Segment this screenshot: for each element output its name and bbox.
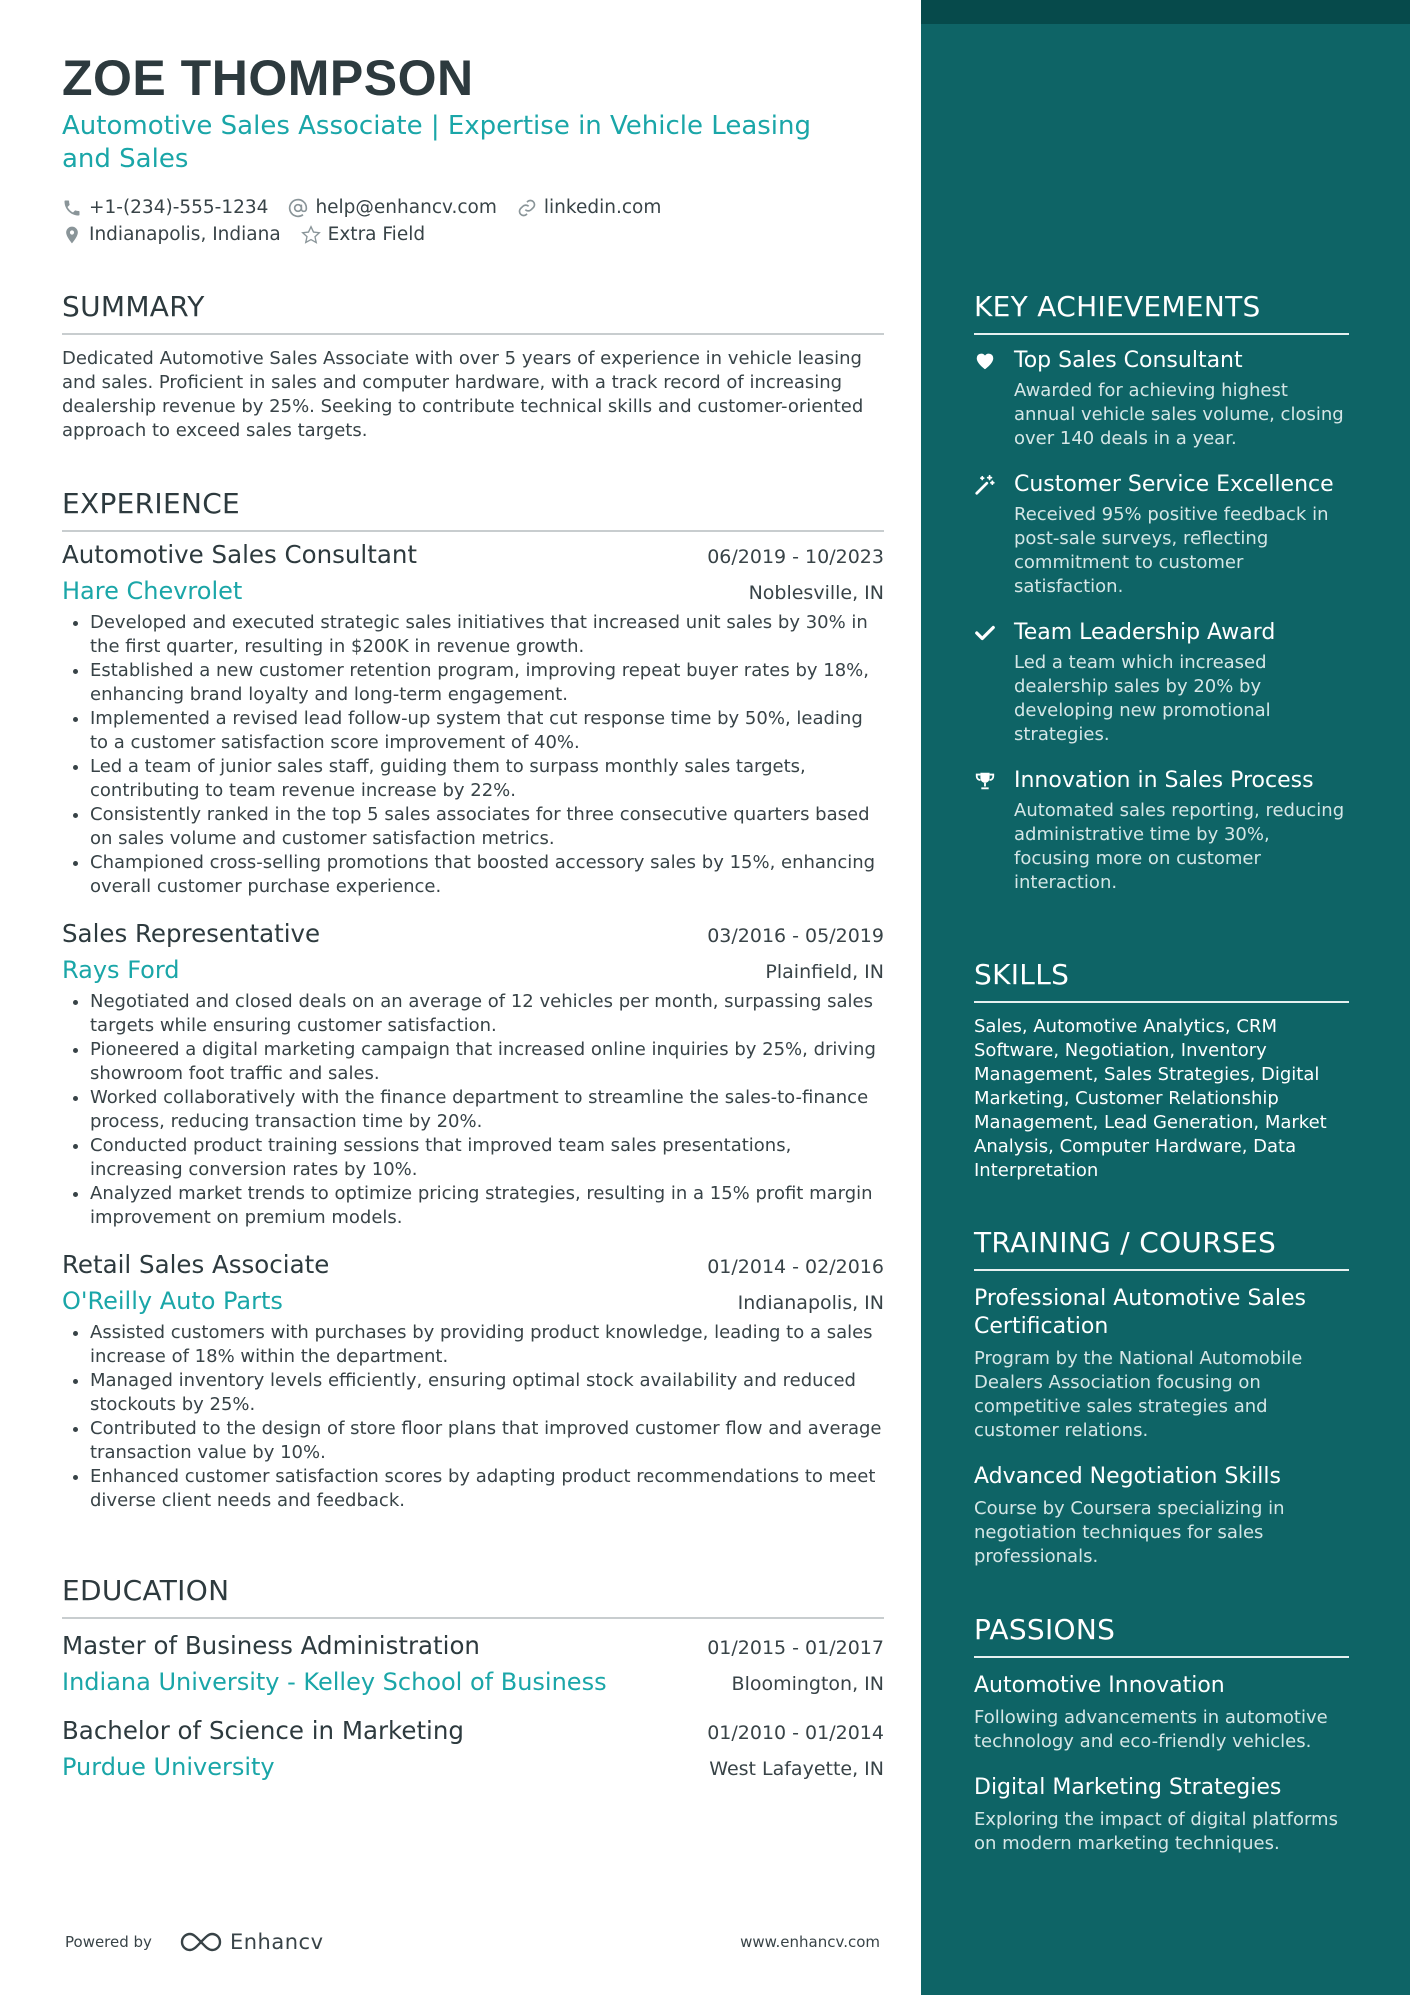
candidate-headline: Automotive Sales Associate | Expertise in Vehicle Leasing and Sales xyxy=(62,111,811,174)
training-section xyxy=(974,1226,1349,1569)
candidate-name: ZOE THOMPSON xyxy=(62,50,474,106)
job-location: Plainfield, IN xyxy=(765,961,884,983)
bullet-item: • Established a new customer retention program, improving repeat buyer rates by 18%, enhancing brand loyalty and long-term engagement. xyxy=(90,659,884,707)
training-heading: TRAINING / COURSES xyxy=(974,1226,1349,1271)
contact-location xyxy=(62,224,281,245)
bullet-item: • Negotiated and closed deals on an average of 12 vehicles per month, surpassing sales targets while ensuring customer satisfaction. xyxy=(90,990,884,1038)
contact-email[interactable] xyxy=(288,197,496,218)
job-title: Sales Representative xyxy=(62,919,321,948)
achievement-item xyxy=(974,471,1349,599)
link-icon xyxy=(517,198,537,218)
passion-title: Automotive Innovation xyxy=(974,1673,1225,1698)
powered-by-text: Powered by xyxy=(65,1933,152,1951)
passion-desc: Exploring the impact of digital platforms on modern marketing techniques. xyxy=(974,1809,1338,1854)
bullet-item: • Conducted product training sessions that improved team sales presentations, increasing conversion rates by 10%. xyxy=(90,1134,884,1182)
bullet-item: • Implemented a revised lead follow-up system that cut response time by 50%, leading to a customer satisfaction score improvement of 40%. xyxy=(90,707,884,755)
school-location: West Lafayette, IN xyxy=(709,1758,884,1780)
job-title: Retail Sales Associate xyxy=(62,1250,330,1279)
course-desc: Course by Coursera specializing in negotiation techniques for sales professionals. xyxy=(974,1498,1285,1567)
job-company: Hare Chevrolet xyxy=(62,577,243,605)
passion-title: Digital Marketing Strategies xyxy=(974,1775,1282,1800)
bullet-item: • Assisted customers with purchases by providing product knowledge, leading to a sales increase of 18% within the department. xyxy=(90,1321,884,1369)
summary-heading: SUMMARY xyxy=(62,290,884,335)
achievements-heading: KEY ACHIEVEMENTS xyxy=(974,290,1349,335)
job-company: Rays Ford xyxy=(62,956,180,984)
education-section xyxy=(62,1574,884,1781)
passions-section xyxy=(974,1613,1349,1856)
experience-section xyxy=(62,487,884,1513)
bullet-item: • Analyzed market trends to optimize pricing strategies, resulting in a 15% profit margin improvement on premium models. xyxy=(90,1182,884,1230)
job-entry xyxy=(62,540,884,899)
achievement-desc: Automated sales reporting, reducing administrative time by 30%, focusing more on customer interaction. xyxy=(1014,800,1345,893)
job-title: Automotive Sales Consultant xyxy=(62,540,417,569)
course-desc: Program by the National Automobile Dealers Association focusing on competitive sales strategies and customer relations. xyxy=(974,1348,1303,1441)
school-name: Purdue University xyxy=(62,1753,275,1781)
achievement-item xyxy=(974,767,1349,895)
job-dates: 03/2016 - 05/2019 xyxy=(707,925,884,947)
at-sign-icon xyxy=(288,198,308,218)
contact-info xyxy=(62,194,884,248)
course-title: Professional Automotive Sales Certification xyxy=(974,1286,1307,1339)
school-name: Indiana University - Kelley School of Business xyxy=(62,1668,607,1696)
skills-heading: SKILLS xyxy=(974,958,1349,1003)
bullet-item: • Consistently ranked in the top 5 sales associates for three consecutive quarters based on sales volume and customer satisfaction metrics. xyxy=(90,803,884,851)
email-text: help@enhancv.com xyxy=(315,197,497,218)
job-dates: 06/2019 - 10/2023 xyxy=(707,546,884,568)
contact-extra xyxy=(301,224,425,245)
job-bullets xyxy=(62,611,884,899)
linkedin-text: linkedin.com xyxy=(543,197,662,218)
bullet-item: • Enhanced customer satisfaction scores by adapting product recommendations to meet diverse client needs and feedback. xyxy=(90,1465,884,1513)
job-location: Indianapolis, IN xyxy=(737,1292,884,1314)
achievement-desc: Led a team which increased dealership sales by 20% by developing new promotional strategies. xyxy=(1014,652,1271,745)
achievement-item xyxy=(974,619,1349,747)
job-dates: 01/2014 - 02/2016 xyxy=(707,1256,884,1278)
achievement-title: Innovation in Sales Process xyxy=(1014,768,1314,793)
job-bullets xyxy=(62,1321,884,1513)
degree-title: Bachelor of Science in Marketing xyxy=(62,1716,464,1745)
job-location: Noblesville, IN xyxy=(748,582,884,604)
course-title: Advanced Negotiation Skills xyxy=(974,1464,1281,1489)
summary-text: Dedicated Automotive Sales Associate with over 5 years of experience in vehicle leasing and sales. Proficient in sales and computer hardware, with a track record of increasing dealership revenue by 25%. Seeking to contribute technical skills and customer-oriented approach to exceed sales targets. xyxy=(62,348,864,441)
enhancv-logo[interactable] xyxy=(178,1930,324,1954)
extra-field-text: Extra Field xyxy=(327,224,426,245)
job-entry xyxy=(62,919,884,1230)
achievement-item xyxy=(974,347,1349,451)
phone-icon xyxy=(62,198,82,218)
website-link[interactable]: www.enhancv.com xyxy=(740,1933,880,1951)
achievement-title: Customer Service Excellence xyxy=(1014,472,1334,497)
trophy-icon xyxy=(974,770,996,792)
bullet-item: • Managed inventory levels efficiently, ensuring optimal stock availability and reduced stockouts by 25%. xyxy=(90,1369,884,1417)
heart-icon xyxy=(974,350,996,372)
passion-desc: Following advancements in automotive technology and eco-friendly vehicles. xyxy=(974,1707,1328,1752)
footer xyxy=(65,1930,880,1954)
passion-item xyxy=(974,1672,1349,1754)
checkmark-icon xyxy=(974,622,996,644)
summary-section xyxy=(62,290,884,443)
education-dates: 01/2010 - 01/2014 xyxy=(707,1722,884,1744)
education-entry xyxy=(62,1631,884,1696)
school-location: Bloomington, IN xyxy=(731,1673,884,1695)
skills-section xyxy=(974,958,1349,1183)
job-entry xyxy=(62,1250,884,1513)
achievement-title: Top Sales Consultant xyxy=(1014,348,1243,373)
magic-wand-icon xyxy=(974,474,996,496)
course-item xyxy=(974,1463,1349,1569)
achievements-section xyxy=(974,290,1349,895)
star-icon xyxy=(301,225,321,245)
achievement-title: Team Leadership Award xyxy=(1014,620,1276,645)
skills-text: Sales, Automotive Analytics, CRM Software, Negotiation, Inventory Management, Sales Strategies, Digital Marketing, Customer Relationship Management, Lead Generation, Market Analysis, Computer Hardware, Data Interpretation xyxy=(974,1016,1327,1181)
contact-linkedin[interactable] xyxy=(517,197,661,218)
education-heading: EDUCATION xyxy=(62,1574,884,1619)
sidebar-top-band xyxy=(921,0,1410,24)
job-bullets xyxy=(62,990,884,1230)
location-text: Indianapolis, Indiana xyxy=(89,224,281,245)
phone-text: +1-(234)-555-1234 xyxy=(89,197,269,218)
contact-phone xyxy=(62,197,268,218)
course-item xyxy=(974,1285,1349,1443)
bullet-item: • Pioneered a digital marketing campaign that increased online inquiries by 25%, driving showroom foot traffic and sales. xyxy=(90,1038,884,1086)
achievement-desc: Received 95% positive feedback in post-sale surveys, reflecting commitment to customer satisfaction. xyxy=(1014,504,1329,597)
passion-item xyxy=(974,1774,1349,1856)
passions-heading: PASSIONS xyxy=(974,1613,1349,1658)
bullet-item: • Developed and executed strategic sales initiatives that increased unit sales by 30% in the first quarter, resulting in $200K in revenue growth. xyxy=(90,611,884,659)
brand-name: Enhancv xyxy=(229,1930,324,1954)
job-company: O'Reilly Auto Parts xyxy=(62,1287,283,1315)
bullet-item: • Worked collaboratively with the finance department to streamline the sales-to-finance process, reducing transaction time by 20%. xyxy=(90,1086,884,1134)
bullet-item: • Led a team of junior sales staff, guiding them to surpass monthly sales targets, contributing to team revenue increase by 22%. xyxy=(90,755,884,803)
degree-title: Master of Business Administration xyxy=(62,1631,480,1660)
bullet-item: • Championed cross-selling promotions that boosted accessory sales by 15%, enhancing overall customer purchase experience. xyxy=(90,851,884,899)
achievement-desc: Awarded for achieving highest annual vehicle sales volume, closing over 140 deals in a year. xyxy=(1014,380,1344,449)
education-dates: 01/2015 - 01/2017 xyxy=(707,1637,884,1659)
enhancv-logo-icon xyxy=(178,1930,224,1954)
education-entry xyxy=(62,1716,884,1781)
bullet-item: • Contributed to the design of store floor plans that improved customer flow and average transaction value by 10%. xyxy=(90,1417,884,1465)
resume-header xyxy=(62,50,884,248)
experience-heading: EXPERIENCE xyxy=(62,487,884,532)
location-pin-icon xyxy=(62,225,82,245)
